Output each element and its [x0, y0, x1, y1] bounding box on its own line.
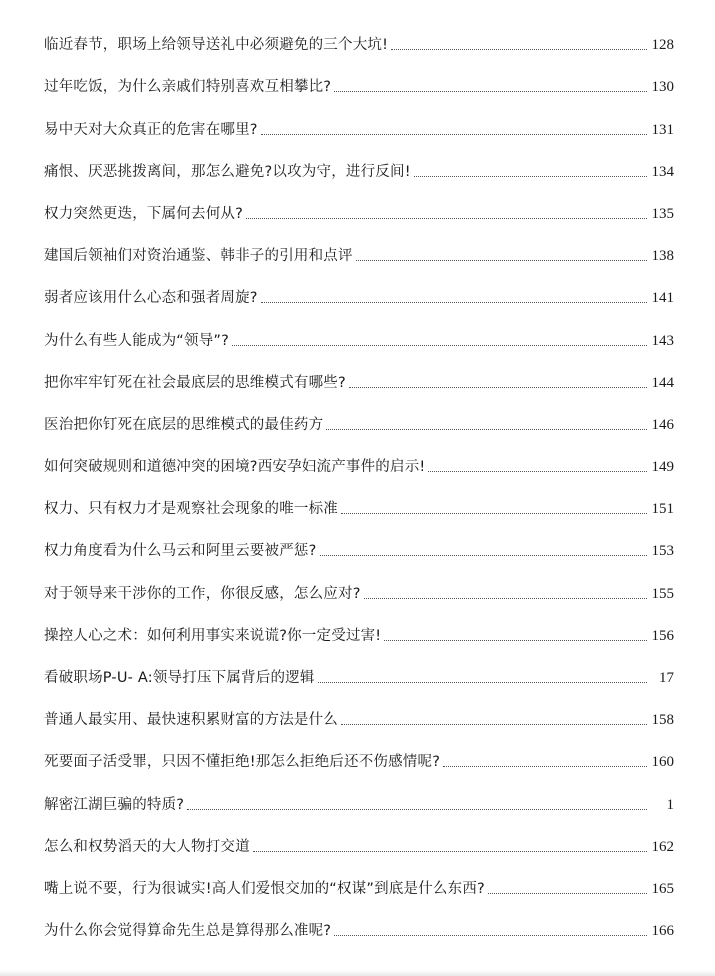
toc-entry-page: 17 [659, 670, 674, 686]
toc-entry-page: 156 [651, 627, 674, 644]
toc-leader-dots [414, 175, 647, 177]
table-of-contents [44, 12, 674, 940]
toc-entry-page: 131 [651, 121, 674, 138]
page-bottom-edge [0, 970, 715, 976]
toc-entry[interactable] [44, 729, 674, 771]
toc-leader-dots [391, 48, 647, 50]
toc-leader-dots [334, 90, 647, 92]
toc-entry-page: 138 [651, 248, 674, 265]
toc-entry[interactable] [44, 223, 674, 265]
toc-entry-title: 权力角度看为什么马云和阿里云要被严惩? [44, 543, 317, 560]
toc-entry-page: 165 [651, 880, 674, 897]
toc-entry-title: 弱者应该用什么心态和强者周旋? [44, 290, 258, 307]
toc-entry-page: 153 [651, 543, 674, 560]
toc-entry[interactable] [44, 518, 674, 560]
toc-entry-page: 143 [651, 332, 674, 349]
toc-entry[interactable] [44, 476, 674, 518]
toc-leader-dots [488, 892, 647, 894]
toc-leader-dots [232, 344, 647, 346]
toc-entry-title: 医治把你钉死在底层的思维模式的最佳药方 [44, 416, 324, 433]
toc-entry[interactable] [44, 54, 674, 96]
toc-entry[interactable] [44, 139, 674, 181]
toc-entry-title: 普通人最实用、最快速积累财富的方法是什么 [44, 712, 338, 729]
toc-entry[interactable] [44, 434, 674, 476]
toc-entry-page: 166 [651, 923, 674, 940]
toc-entry-title: 为什么你会觉得算命先生总是算得那么准呢? [44, 923, 332, 940]
toc-entry-title: 过年吃饭，为什么亲戚们特别喜欢互相攀比? [44, 79, 332, 96]
toc-leader-dots [246, 217, 647, 219]
toc-entry[interactable] [44, 350, 674, 392]
toc-entry-page: 134 [651, 163, 674, 180]
toc-leader-dots [443, 765, 647, 767]
toc-entry-page: 149 [651, 459, 674, 476]
toc-leader-dots [349, 386, 647, 388]
toc-entry-title: 权力、只有权力才是观察社会现象的唯一标准 [44, 501, 338, 518]
toc-entry-title: 对于领导来干涉你的工作，你很反感，怎么应对? [44, 585, 361, 602]
toc-leader-dots [187, 808, 647, 810]
toc-entry[interactable] [44, 307, 674, 349]
toc-entry-page: 162 [651, 838, 674, 855]
toc-entry[interactable] [44, 603, 674, 645]
toc-entry-page: 128 [651, 37, 674, 54]
toc-entry-title: 如何突破规则和道德冲突的困境?西安孕妇流产事件的启示! [44, 459, 426, 476]
toc-entry[interactable] [44, 12, 674, 54]
toc-entry-page: 130 [651, 79, 674, 96]
toc-entry-title: 怎么和权势滔天的大人物打交道 [44, 838, 250, 855]
toc-entry-page: 135 [651, 205, 674, 222]
toc-entry-title: 解密江湖巨骗的特质? [44, 796, 185, 813]
toc-leader-dots [428, 470, 647, 472]
toc-entry-title: 临近春节，职场上给领导送礼中必须避免的三个大坑! [44, 37, 389, 54]
toc-entry-title: 嘴上说不要，行为很诚实!高人们爱恨交加的“权谋”到底是什么东西? [44, 880, 485, 897]
toc-entry-title: 痛恨、厌恶挑拨离间，那怎么避免?以攻为守，进行反间! [44, 163, 411, 180]
toc-leader-dots [253, 850, 647, 852]
toc-entry[interactable] [44, 265, 674, 307]
toc-entry-page: 155 [651, 585, 674, 602]
toc-leader-dots [364, 597, 647, 599]
toc-entry-title: 权力突然更迭，下属何去何从? [44, 205, 243, 222]
toc-entry[interactable] [44, 181, 674, 223]
toc-entry-page: 151 [651, 501, 674, 518]
toc-leader-dots [326, 428, 647, 430]
toc-entry[interactable] [44, 814, 674, 856]
toc-leader-dots [384, 639, 647, 641]
toc-leader-dots [356, 259, 647, 261]
toc-leader-dots [341, 723, 647, 725]
toc-entry-title: 看破职场P-U- A:领导打压下属背后的逻辑 [44, 670, 315, 686]
toc-entry[interactable] [44, 392, 674, 434]
toc-entry-title: 死要面子活受罪，只因不懂拒绝!那怎么拒绝后还不伤感情呢? [44, 754, 441, 771]
toc-entry-page: 160 [651, 754, 674, 771]
toc-entry[interactable] [44, 645, 674, 687]
toc-leader-dots [318, 681, 647, 683]
toc-entry-title: 把你牢牢钉死在社会最底层的思维模式有哪些? [44, 374, 346, 391]
toc-leader-dots [261, 301, 647, 303]
toc-entry-title: 易中天对大众真正的危害在哪里? [44, 121, 258, 138]
toc-entry-title: 为什么有些人能成为“领导”? [44, 332, 230, 349]
toc-entry-title: 操控人心之术：如何利用事实来说谎?你一定受过害! [44, 627, 382, 644]
toc-leader-dots [320, 554, 648, 556]
toc-entry-page: 144 [651, 374, 674, 391]
toc-leader-dots [261, 133, 647, 135]
toc-entry[interactable] [44, 96, 674, 138]
toc-entry[interactable] [44, 560, 674, 602]
toc-leader-dots [341, 512, 647, 514]
toc-entry-page: 158 [651, 712, 674, 729]
toc-entry[interactable] [44, 687, 674, 729]
toc-entry[interactable] [44, 856, 674, 898]
toc-entry[interactable] [44, 898, 674, 940]
toc-entry-page: 1 [666, 796, 674, 813]
toc-entry-page: 146 [651, 416, 674, 433]
toc-leader-dots [334, 934, 647, 936]
toc-entry-page: 141 [651, 290, 674, 307]
toc-entry[interactable] [44, 771, 674, 813]
toc-entry-title: 建国后领袖们对资治通鉴、韩非子的引用和点评 [44, 248, 353, 265]
